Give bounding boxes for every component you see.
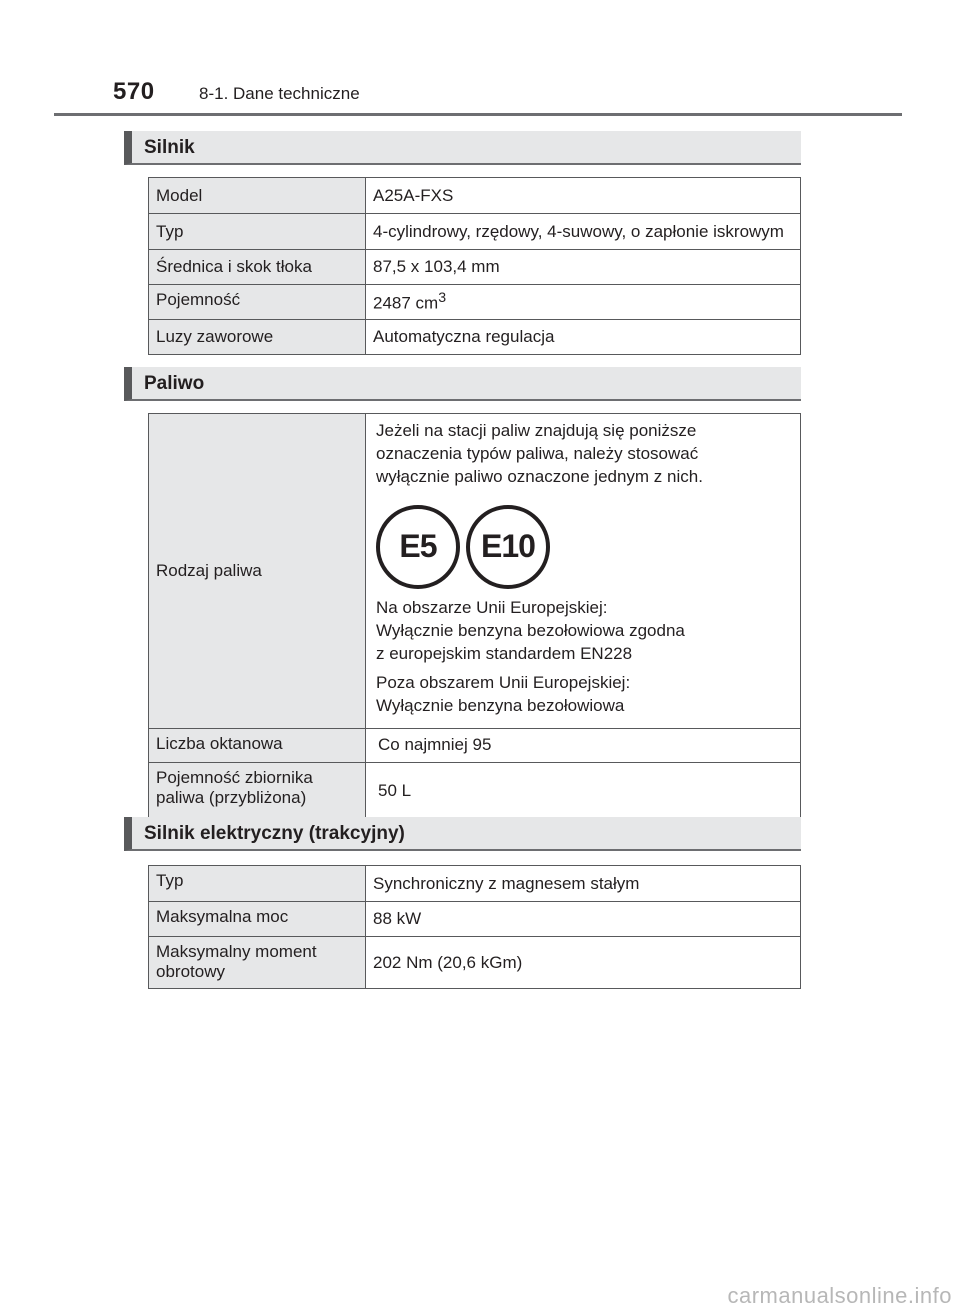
section-header-paliwo [124,367,801,401]
engine-spec-table [148,177,801,355]
fuel-intro-line: Jeżeli na stacji paliw znajdują się poniższe [376,421,697,440]
row-value: Synchroniczny z magnesem stałym [366,866,801,902]
fuel-badges [376,505,790,589]
table-row [149,728,801,762]
label-line: paliwa (przybliżona) [156,787,307,807]
row-value [366,285,801,320]
row-label [149,937,366,989]
label-line: Pojemność zbiornika [156,767,313,787]
row-label: Średnica i skok tłoka [149,250,366,285]
non-eu-fuel-line: Poza obszarem Unii Europejskiej: [376,672,631,692]
table-row [149,178,801,214]
eu-fuel-line: z europejskim standardem EN228 [376,643,633,663]
row-label: Typ [149,214,366,250]
watermark: carmanualsonline.info [727,1283,952,1308]
fuel-description [366,414,801,729]
fuel-intro-line: wyłącznie paliwo oznaczone jednym z nich. [376,466,703,486]
fuel-spec-table [148,413,801,820]
section-header-electric-motor [124,817,801,851]
table-row [149,214,801,250]
row-label: Model [149,178,366,214]
table-row [149,902,801,937]
label-line: obrotowy [156,962,225,981]
row-value: 50 L [366,762,801,819]
section-header-silnik [124,131,801,165]
chapter-title: 8-1. Dane techniczne [199,84,360,103]
section-title: Paliwo [144,373,205,394]
row-label: Typ [149,866,366,902]
eu-fuel-line: Wyłącznie benzyna bezołowiowa zgodna [376,620,685,640]
row-value: Co najmniej 95 [366,728,801,762]
table-row [149,250,801,285]
row-value: Automatyczna regulacja [366,320,801,355]
e10-fuel-badge-icon: E10 [466,505,550,589]
row-value: A25A-FXS [366,178,801,214]
displacement-value: 2487 cm [373,293,439,313]
row-label: Maksymalna moc [149,902,366,937]
table-row [149,414,801,729]
unit-superscript: 3 [438,290,447,307]
row-label: Luzy zaworowe [149,320,366,355]
section-title: Silnik elektryczny (trakcyjny) [144,823,405,844]
row-label: Pojemność [149,285,366,320]
row-label: Liczba oktanowa [149,728,366,762]
page-number: 570 [113,78,155,105]
eu-fuel-line: Na obszarze Unii Europejskiej: [376,597,608,617]
row-label [149,762,366,819]
row-value: 4-cylindrowy, rzędowy, 4-suwowy, o zapłonie iskrowym [366,214,801,250]
non-eu-fuel-line: Wyłącznie benzyna bezołowiowa [376,695,625,715]
table-row [149,285,801,320]
fuel-intro-line: oznaczenia typów paliwa, należy stosować [376,443,699,463]
row-value: 87,5 x 103,4 mm [366,250,801,285]
row-value: 88 kW [366,902,801,937]
table-row [149,762,801,819]
row-value: 202 Nm (20,6 kGm) [366,937,801,989]
table-row [149,937,801,989]
page-header [0,0,960,116]
e5-fuel-badge-icon: E5 [376,505,460,589]
row-label: Rodzaj paliwa [149,414,366,729]
motor-spec-table [148,865,801,989]
label-line: Maksymalny moment [156,942,317,961]
table-row [149,866,801,902]
table-row [149,320,801,355]
section-title: Silnik [144,137,195,158]
header-divider [54,113,902,116]
